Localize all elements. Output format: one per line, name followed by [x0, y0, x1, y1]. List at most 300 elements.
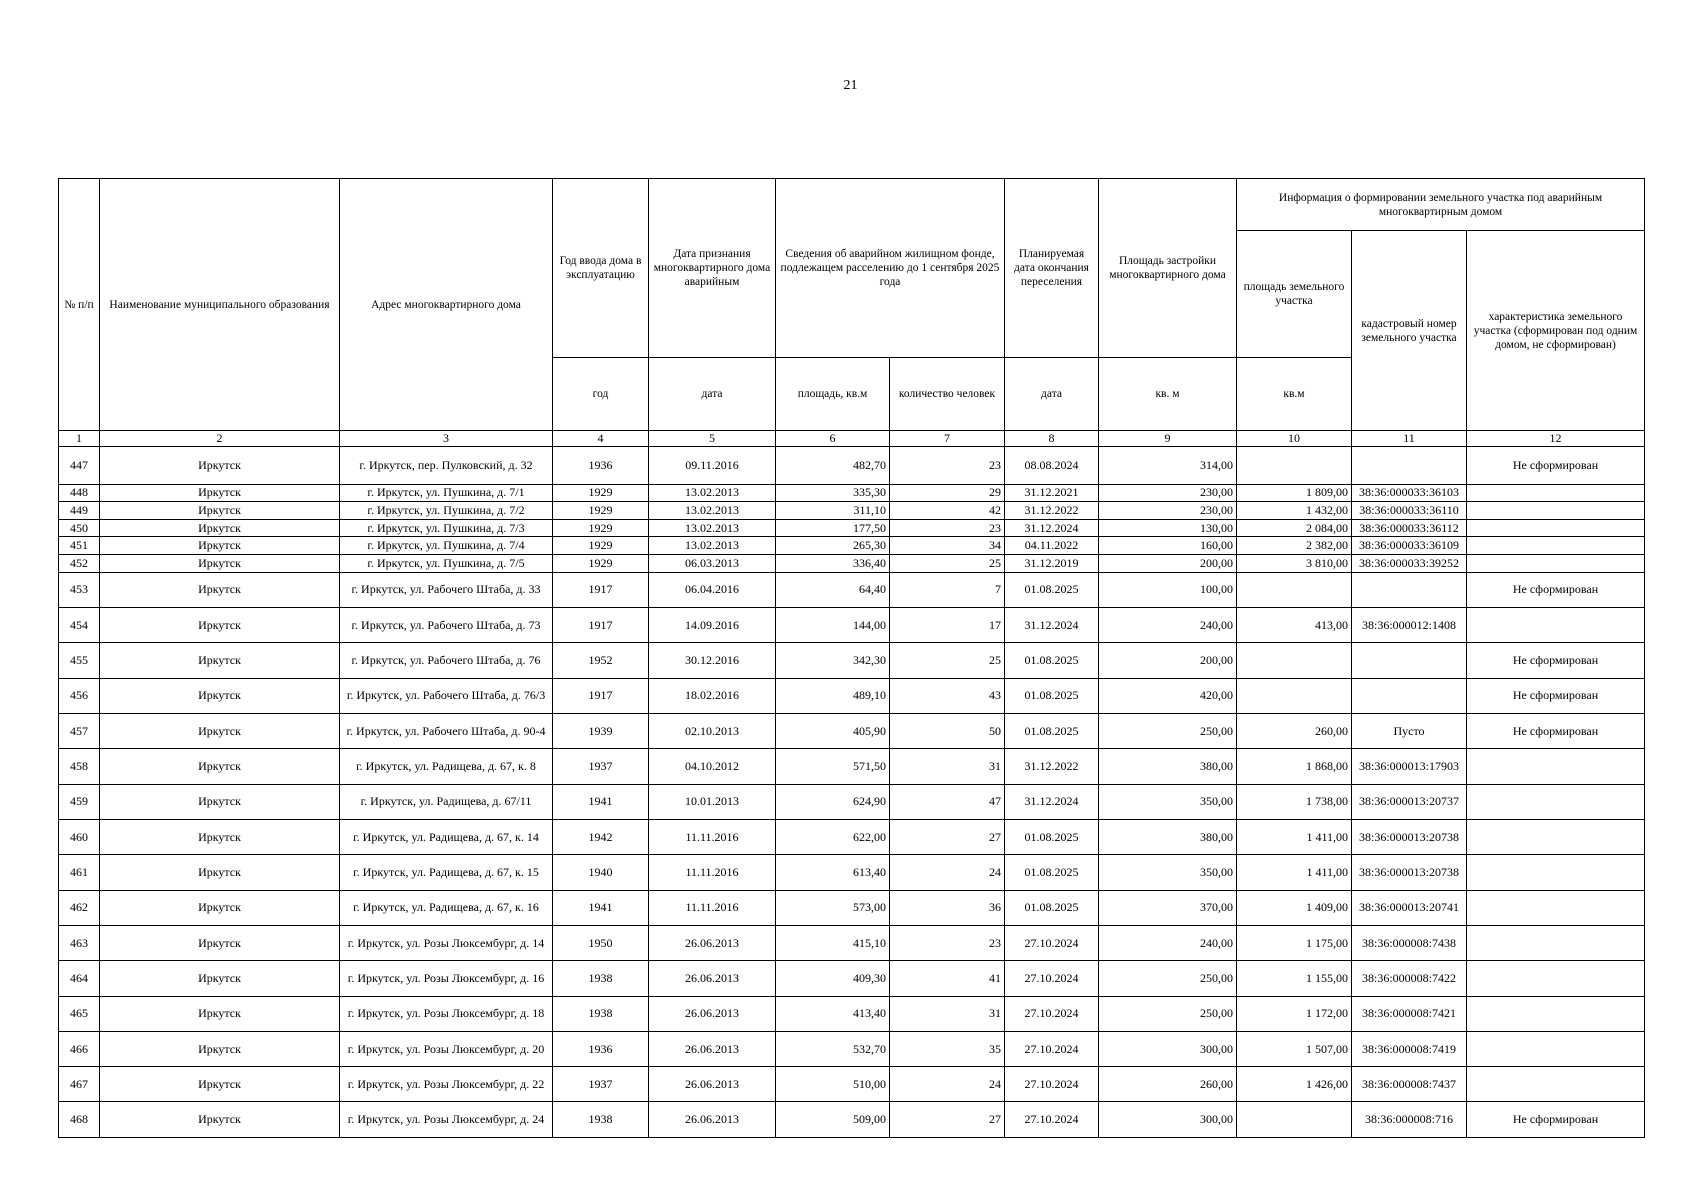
- municipality-cell: Иркутск: [100, 1102, 340, 1138]
- table-row: [59, 749, 1645, 784]
- land-characteristic-cell: [1467, 555, 1645, 573]
- row-number-cell: 465: [59, 996, 100, 1031]
- land-area-cell: [1237, 447, 1352, 485]
- commission-year-cell: 1929: [553, 519, 649, 537]
- table-row: [59, 1102, 1645, 1138]
- area-cell: 510,00: [776, 1067, 890, 1102]
- area-cell: 613,40: [776, 855, 890, 890]
- building-area-cell: 200,00: [1099, 643, 1237, 678]
- land-area-cell: 1 738,00: [1237, 784, 1352, 819]
- planned-end-date-cell: 31.12.2022: [1005, 502, 1099, 520]
- column-number: 6: [776, 431, 890, 447]
- address-cell: г. Иркутск, ул. Розы Люксембург, д. 22: [340, 1067, 553, 1102]
- people-count-cell: 50: [890, 714, 1005, 749]
- table-row: [59, 784, 1645, 819]
- land-area-cell: 1 432,00: [1237, 502, 1352, 520]
- cadastral-number-cell: [1352, 447, 1467, 485]
- people-count-cell: 41: [890, 961, 1005, 996]
- people-count-cell: 31: [890, 996, 1005, 1031]
- row-number-cell: 451: [59, 537, 100, 555]
- cadastral-number-cell: 38:36:000033:39252: [1352, 555, 1467, 573]
- emergency-date-cell: 04.10.2012: [649, 749, 776, 784]
- land-characteristic-cell: [1467, 1031, 1645, 1066]
- row-number-cell: 448: [59, 484, 100, 502]
- people-count-cell: 7: [890, 572, 1005, 607]
- land-area-cell: 1 868,00: [1237, 749, 1352, 784]
- building-area-cell: 160,00: [1099, 537, 1237, 555]
- emergency-date-cell: 11.11.2016: [649, 819, 776, 854]
- address-cell: г. Иркутск, ул. Пушкина, д. 7/4: [340, 537, 553, 555]
- building-area-cell: 350,00: [1099, 855, 1237, 890]
- land-area-cell: 1 172,00: [1237, 996, 1352, 1031]
- planned-end-date-cell: 31.12.2019: [1005, 555, 1099, 573]
- building-area-cell: 230,00: [1099, 502, 1237, 520]
- people-count-cell: 27: [890, 819, 1005, 854]
- municipality-cell: Иркутск: [100, 484, 340, 502]
- land-area-cell: 2 084,00: [1237, 519, 1352, 537]
- municipality-cell: Иркутск: [100, 502, 340, 520]
- column-number: 4: [553, 431, 649, 447]
- commission-year-cell: 1938: [553, 996, 649, 1031]
- land-characteristic-cell: Не сформирован: [1467, 447, 1645, 485]
- emergency-date-cell: 06.04.2016: [649, 572, 776, 607]
- planned-end-date-cell: 27.10.2024: [1005, 961, 1099, 996]
- column-number-row: [59, 431, 1645, 447]
- municipality-cell: Иркутск: [100, 961, 340, 996]
- land-area-cell: [1237, 1102, 1352, 1138]
- building-area-cell: 100,00: [1099, 572, 1237, 607]
- land-characteristic-cell: Не сформирован: [1467, 714, 1645, 749]
- municipality-cell: Иркутск: [100, 925, 340, 960]
- planned-end-date-cell: 01.08.2025: [1005, 855, 1099, 890]
- cadastral-number-cell: 38:36:000013:20738: [1352, 819, 1467, 854]
- emergency-date-cell: 30.12.2016: [649, 643, 776, 678]
- area-cell: 336,40: [776, 555, 890, 573]
- emergency-date-cell: 13.02.2013: [649, 484, 776, 502]
- row-number-cell: 466: [59, 1031, 100, 1066]
- people-count-cell: 34: [890, 537, 1005, 555]
- commission-year-cell: 1929: [553, 484, 649, 502]
- header-emergency-fund: Сведения об аварийном жилищном фонде, подлежащем расселению до 1 сентября 2025 года: [776, 179, 1005, 358]
- table-row: [59, 643, 1645, 678]
- area-cell: 482,70: [776, 447, 890, 485]
- planned-end-date-cell: 31.12.2022: [1005, 749, 1099, 784]
- planned-end-date-cell: 27.10.2024: [1005, 1031, 1099, 1066]
- row-number-cell: 461: [59, 855, 100, 890]
- land-characteristic-cell: Не сформирован: [1467, 678, 1645, 713]
- row-number-cell: 449: [59, 502, 100, 520]
- land-area-cell: 2 382,00: [1237, 537, 1352, 555]
- address-cell: г. Иркутск, пер. Пулковский, д. 32: [340, 447, 553, 485]
- building-area-cell: 250,00: [1099, 996, 1237, 1031]
- commission-year-cell: 1936: [553, 1031, 649, 1066]
- address-cell: г. Иркутск, ул. Радищева, д. 67, к. 16: [340, 890, 553, 925]
- municipality-cell: Иркутск: [100, 447, 340, 485]
- commission-year-cell: 1941: [553, 890, 649, 925]
- unit-land-sqm: кв.м: [1237, 358, 1352, 431]
- commission-year-cell: 1917: [553, 608, 649, 643]
- land-area-cell: 1 175,00: [1237, 925, 1352, 960]
- cadastral-number-cell: [1352, 572, 1467, 607]
- area-cell: 489,10: [776, 678, 890, 713]
- header-land-area: площадь земельного участка: [1237, 231, 1352, 358]
- land-area-cell: 260,00: [1237, 714, 1352, 749]
- land-area-cell: 1 809,00: [1237, 484, 1352, 502]
- address-cell: г. Иркутск, ул. Пушкина, д. 7/2: [340, 502, 553, 520]
- planned-end-date-cell: 01.08.2025: [1005, 890, 1099, 925]
- people-count-cell: 17: [890, 608, 1005, 643]
- address-cell: г. Иркутск, ул. Рабочего Штаба, д. 33: [340, 572, 553, 607]
- land-characteristic-cell: Не сформирован: [1467, 572, 1645, 607]
- row-number-cell: 450: [59, 519, 100, 537]
- emergency-date-cell: 26.06.2013: [649, 1102, 776, 1138]
- building-area-cell: 380,00: [1099, 819, 1237, 854]
- address-cell: г. Иркутск, ул. Рабочего Штаба, д. 73: [340, 608, 553, 643]
- building-area-cell: 250,00: [1099, 714, 1237, 749]
- row-number-cell: 464: [59, 961, 100, 996]
- cadastral-number-cell: 38:36:000013:20738: [1352, 855, 1467, 890]
- cadastral-number-cell: [1352, 643, 1467, 678]
- header-row-number: № п/п: [59, 179, 100, 431]
- municipality-cell: Иркутск: [100, 855, 340, 890]
- people-count-cell: 35: [890, 1031, 1005, 1066]
- cadastral-number-cell: 38:36:000013:20741: [1352, 890, 1467, 925]
- area-cell: 335,30: [776, 484, 890, 502]
- land-characteristic-cell: [1467, 819, 1645, 854]
- land-characteristic-cell: Не сформирован: [1467, 643, 1645, 678]
- land-characteristic-cell: [1467, 749, 1645, 784]
- people-count-cell: 27: [890, 1102, 1005, 1138]
- land-characteristic-cell: [1467, 925, 1645, 960]
- unit-date: дата: [649, 358, 776, 431]
- area-cell: 342,30: [776, 643, 890, 678]
- table-row: [59, 447, 1645, 485]
- planned-end-date-cell: 01.08.2025: [1005, 714, 1099, 749]
- table-row: [59, 678, 1645, 713]
- emergency-date-cell: 06.03.2013: [649, 555, 776, 573]
- table-row: [59, 1067, 1645, 1102]
- table-row: [59, 519, 1645, 537]
- emergency-date-cell: 13.02.2013: [649, 537, 776, 555]
- land-characteristic-cell: [1467, 519, 1645, 537]
- land-characteristic-cell: [1467, 890, 1645, 925]
- row-number-cell: 456: [59, 678, 100, 713]
- header-land-plot-info: Информация о формировании земельного участка под аварийным многоквартирным домом: [1237, 179, 1645, 231]
- building-area-cell: 230,00: [1099, 484, 1237, 502]
- commission-year-cell: 1942: [553, 819, 649, 854]
- emergency-date-cell: 02.10.2013: [649, 714, 776, 749]
- column-number: 5: [649, 431, 776, 447]
- column-number: 2: [100, 431, 340, 447]
- table-row: [59, 855, 1645, 890]
- table-row: [59, 572, 1645, 607]
- area-cell: 624,90: [776, 784, 890, 819]
- municipality-cell: Иркутск: [100, 749, 340, 784]
- emergency-date-cell: 13.02.2013: [649, 519, 776, 537]
- address-cell: г. Иркутск, ул. Розы Люксембург, д. 20: [340, 1031, 553, 1066]
- table-row: [59, 484, 1645, 502]
- emergency-date-cell: 11.11.2016: [649, 855, 776, 890]
- commission-year-cell: 1936: [553, 447, 649, 485]
- building-area-cell: 314,00: [1099, 447, 1237, 485]
- land-area-cell: 1 411,00: [1237, 819, 1352, 854]
- row-number-cell: 453: [59, 572, 100, 607]
- table-row: [59, 714, 1645, 749]
- planned-end-date-cell: 08.08.2024: [1005, 447, 1099, 485]
- people-count-cell: 25: [890, 643, 1005, 678]
- row-number-cell: 462: [59, 890, 100, 925]
- land-area-cell: 413,00: [1237, 608, 1352, 643]
- row-number-cell: 452: [59, 555, 100, 573]
- municipality-cell: Иркутск: [100, 555, 340, 573]
- address-cell: г. Иркутск, ул. Рабочего Штаба, д. 76/3: [340, 678, 553, 713]
- column-number: 10: [1237, 431, 1352, 447]
- column-number: 11: [1352, 431, 1467, 447]
- area-cell: 405,90: [776, 714, 890, 749]
- table-row: [59, 996, 1645, 1031]
- land-area-cell: [1237, 643, 1352, 678]
- row-number-cell: 457: [59, 714, 100, 749]
- address-cell: г. Иркутск, ул. Радищева, д. 67/11: [340, 784, 553, 819]
- commission-year-cell: 1929: [553, 537, 649, 555]
- header-planned-end-date: Планируемая дата окончания переселения: [1005, 179, 1099, 358]
- municipality-cell: Иркутск: [100, 890, 340, 925]
- land-area-cell: 1 155,00: [1237, 961, 1352, 996]
- emergency-date-cell: 18.02.2016: [649, 678, 776, 713]
- cadastral-number-cell: 38:36:000033:36103: [1352, 484, 1467, 502]
- land-area-cell: [1237, 572, 1352, 607]
- building-area-cell: 200,00: [1099, 555, 1237, 573]
- area-cell: 265,30: [776, 537, 890, 555]
- header-building-area: Площадь застройки многоквартирного дома: [1099, 179, 1237, 358]
- municipality-cell: Иркутск: [100, 1031, 340, 1066]
- emergency-housing-table: [58, 178, 1645, 1138]
- land-characteristic-cell: [1467, 608, 1645, 643]
- area-cell: 413,40: [776, 996, 890, 1031]
- row-number-cell: 463: [59, 925, 100, 960]
- area-cell: 532,70: [776, 1031, 890, 1066]
- planned-end-date-cell: 04.11.2022: [1005, 537, 1099, 555]
- commission-year-cell: 1941: [553, 784, 649, 819]
- emergency-date-cell: 26.06.2013: [649, 1031, 776, 1066]
- address-cell: г. Иркутск, ул. Рабочего Штаба, д. 76: [340, 643, 553, 678]
- people-count-cell: 36: [890, 890, 1005, 925]
- municipality-cell: Иркутск: [100, 608, 340, 643]
- building-area-cell: 380,00: [1099, 749, 1237, 784]
- commission-year-cell: 1917: [553, 678, 649, 713]
- planned-end-date-cell: 01.08.2025: [1005, 572, 1099, 607]
- planned-end-date-cell: 27.10.2024: [1005, 1102, 1099, 1138]
- address-cell: г. Иркутск, ул. Пушкина, д. 7/5: [340, 555, 553, 573]
- land-area-cell: 1 507,00: [1237, 1031, 1352, 1066]
- building-area-cell: 300,00: [1099, 1102, 1237, 1138]
- people-count-cell: 25: [890, 555, 1005, 573]
- people-count-cell: 24: [890, 1067, 1005, 1102]
- municipality-cell: Иркутск: [100, 819, 340, 854]
- land-characteristic-cell: [1467, 961, 1645, 996]
- planned-end-date-cell: 27.10.2024: [1005, 925, 1099, 960]
- page-number: 21: [843, 78, 858, 93]
- land-area-cell: 1 411,00: [1237, 855, 1352, 890]
- address-cell: г. Иркутск, ул. Рабочего Штаба, д. 90-4: [340, 714, 553, 749]
- planned-end-date-cell: 31.12.2024: [1005, 519, 1099, 537]
- emergency-date-cell: 10.01.2013: [649, 784, 776, 819]
- unit-building-sqm: кв. м: [1099, 358, 1237, 431]
- emergency-date-cell: 14.09.2016: [649, 608, 776, 643]
- column-number: 8: [1005, 431, 1099, 447]
- area-cell: 311,10: [776, 502, 890, 520]
- area-cell: 571,50: [776, 749, 890, 784]
- people-count-cell: 43: [890, 678, 1005, 713]
- address-cell: г. Иркутск, ул. Розы Люксембург, д. 14: [340, 925, 553, 960]
- header-commission-year: Год ввода дома в эксплуатацию: [553, 179, 649, 358]
- commission-year-cell: 1917: [553, 572, 649, 607]
- land-characteristic-cell: [1467, 502, 1645, 520]
- planned-end-date-cell: 31.12.2024: [1005, 784, 1099, 819]
- building-area-cell: 370,00: [1099, 890, 1237, 925]
- header-emergency-date: Дата признания многоквартирного дома аварийным: [649, 179, 776, 358]
- address-cell: г. Иркутск, ул. Розы Люксембург, д. 24: [340, 1102, 553, 1138]
- building-area-cell: 260,00: [1099, 1067, 1237, 1102]
- building-area-cell: 350,00: [1099, 784, 1237, 819]
- area-cell: 622,00: [776, 819, 890, 854]
- commission-year-cell: 1938: [553, 961, 649, 996]
- people-count-cell: 24: [890, 855, 1005, 890]
- cadastral-number-cell: 38:36:000033:36112: [1352, 519, 1467, 537]
- cadastral-number-cell: 38:36:000008:7438: [1352, 925, 1467, 960]
- commission-year-cell: 1938: [553, 1102, 649, 1138]
- unit-year: год: [553, 358, 649, 431]
- land-characteristic-cell: Не сформирован: [1467, 1102, 1645, 1138]
- header-address: Адрес многоквартирного дома: [340, 179, 553, 431]
- land-area-cell: [1237, 678, 1352, 713]
- column-number: 3: [340, 431, 553, 447]
- municipality-cell: Иркутск: [100, 537, 340, 555]
- emergency-date-cell: 26.06.2013: [649, 996, 776, 1031]
- cadastral-number-cell: 38:36:000008:7421: [1352, 996, 1467, 1031]
- unit-end-date: дата: [1005, 358, 1099, 431]
- table-row: [59, 961, 1645, 996]
- municipality-cell: Иркутск: [100, 678, 340, 713]
- row-number-cell: 459: [59, 784, 100, 819]
- address-cell: г. Иркутск, ул. Розы Люксембург, д. 18: [340, 996, 553, 1031]
- area-cell: 64,40: [776, 572, 890, 607]
- table-body: [59, 447, 1645, 1138]
- address-cell: г. Иркутск, ул. Радищева, д. 67, к. 8: [340, 749, 553, 784]
- address-cell: г. Иркутск, ул. Радищева, д. 67, к. 14: [340, 819, 553, 854]
- people-count-cell: 42: [890, 502, 1005, 520]
- building-area-cell: 250,00: [1099, 961, 1237, 996]
- commission-year-cell: 1950: [553, 925, 649, 960]
- building-area-cell: 240,00: [1099, 925, 1237, 960]
- commission-year-cell: 1939: [553, 714, 649, 749]
- land-characteristic-cell: [1467, 855, 1645, 890]
- people-count-cell: 23: [890, 925, 1005, 960]
- land-area-cell: 1 409,00: [1237, 890, 1352, 925]
- emergency-date-cell: 11.11.2016: [649, 890, 776, 925]
- address-cell: г. Иркутск, ул. Розы Люксембург, д. 16: [340, 961, 553, 996]
- people-count-cell: 47: [890, 784, 1005, 819]
- planned-end-date-cell: 01.08.2025: [1005, 819, 1099, 854]
- building-area-cell: 240,00: [1099, 608, 1237, 643]
- people-count-cell: 23: [890, 519, 1005, 537]
- municipality-cell: Иркутск: [100, 1067, 340, 1102]
- building-area-cell: 300,00: [1099, 1031, 1237, 1066]
- land-characteristic-cell: [1467, 484, 1645, 502]
- municipality-cell: Иркутск: [100, 714, 340, 749]
- commission-year-cell: 1937: [553, 1067, 649, 1102]
- planned-end-date-cell: 27.10.2024: [1005, 1067, 1099, 1102]
- planned-end-date-cell: 31.12.2024: [1005, 608, 1099, 643]
- column-number: 9: [1099, 431, 1237, 447]
- building-area-cell: 420,00: [1099, 678, 1237, 713]
- municipality-cell: Иркутск: [100, 996, 340, 1031]
- table-row: [59, 819, 1645, 854]
- row-number-cell: 467: [59, 1067, 100, 1102]
- commission-year-cell: 1929: [553, 502, 649, 520]
- row-number-cell: 447: [59, 447, 100, 485]
- cadastral-number-cell: 38:36:000013:17903: [1352, 749, 1467, 784]
- table-row: [59, 537, 1645, 555]
- cadastral-number-cell: 38:36:000008:7437: [1352, 1067, 1467, 1102]
- address-cell: г. Иркутск, ул. Пушкина, д. 7/3: [340, 519, 553, 537]
- table-row: [59, 555, 1645, 573]
- commission-year-cell: 1929: [553, 555, 649, 573]
- area-cell: 177,50: [776, 519, 890, 537]
- planned-end-date-cell: 27.10.2024: [1005, 996, 1099, 1031]
- header-cadastral-number: кадастровый номер земельного участка: [1352, 231, 1467, 431]
- municipality-cell: Иркутск: [100, 572, 340, 607]
- cadastral-number-cell: 38:36:000013:20737: [1352, 784, 1467, 819]
- emergency-date-cell: 26.06.2013: [649, 961, 776, 996]
- row-number-cell: 458: [59, 749, 100, 784]
- row-number-cell: 454: [59, 608, 100, 643]
- row-number-cell: 455: [59, 643, 100, 678]
- planned-end-date-cell: 01.08.2025: [1005, 678, 1099, 713]
- building-area-cell: 130,00: [1099, 519, 1237, 537]
- cadastral-number-cell: 38:36:000008:7422: [1352, 961, 1467, 996]
- area-cell: 415,10: [776, 925, 890, 960]
- commission-year-cell: 1940: [553, 855, 649, 890]
- column-number: 12: [1467, 431, 1645, 447]
- row-number-cell: 468: [59, 1102, 100, 1138]
- table-row: [59, 608, 1645, 643]
- land-area-cell: 3 810,00: [1237, 555, 1352, 573]
- cadastral-number-cell: 38:36:000033:36110: [1352, 502, 1467, 520]
- table-row: [59, 925, 1645, 960]
- cadastral-number-cell: 38:36:000008:7419: [1352, 1031, 1467, 1066]
- unit-people-count: количество человек: [890, 358, 1005, 431]
- land-characteristic-cell: [1467, 784, 1645, 819]
- land-area-cell: 1 426,00: [1237, 1067, 1352, 1102]
- area-cell: 409,30: [776, 961, 890, 996]
- commission-year-cell: 1937: [553, 749, 649, 784]
- unit-area-sqm: площадь, кв.м: [776, 358, 890, 431]
- cadastral-number-cell: Пусто: [1352, 714, 1467, 749]
- planned-end-date-cell: 31.12.2021: [1005, 484, 1099, 502]
- municipality-cell: Иркутск: [100, 784, 340, 819]
- commission-year-cell: 1952: [553, 643, 649, 678]
- cadastral-number-cell: 38:36:000012:1408: [1352, 608, 1467, 643]
- emergency-date-cell: 26.06.2013: [649, 925, 776, 960]
- land-characteristic-cell: [1467, 996, 1645, 1031]
- area-cell: 144,00: [776, 608, 890, 643]
- row-number-cell: 460: [59, 819, 100, 854]
- cadastral-number-cell: [1352, 678, 1467, 713]
- area-cell: 573,00: [776, 890, 890, 925]
- header-municipality: Наименование муниципального образования: [100, 179, 340, 431]
- table-row: [59, 890, 1645, 925]
